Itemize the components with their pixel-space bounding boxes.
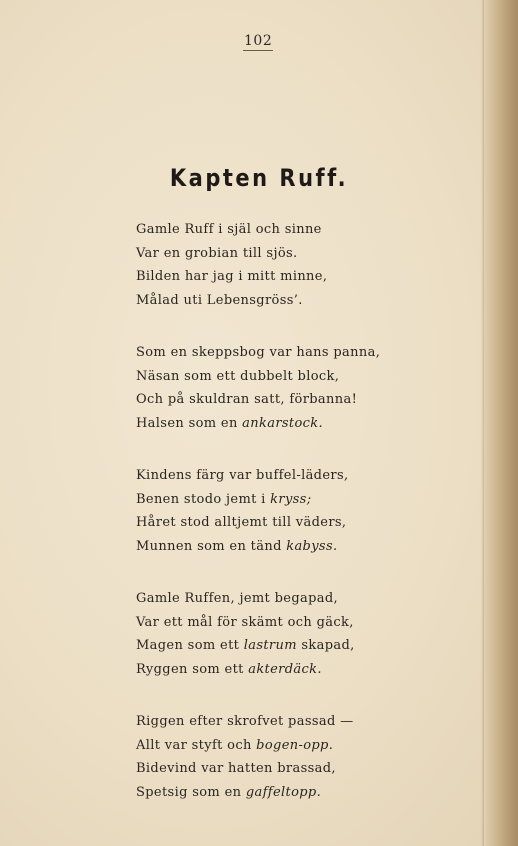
page-gutter	[484, 0, 518, 846]
italic-word: akterdäck.	[248, 661, 322, 677]
line-text: Ryggen som ett	[136, 661, 249, 677]
line-text: skapad,	[296, 638, 355, 653]
italic-word: kryss;	[270, 491, 312, 507]
poem-line	[136, 710, 436, 734]
poem-title-text: Kapten Ruff.	[169, 164, 349, 192]
line-text: Benen stodo jemt i	[136, 491, 271, 507]
poem-line	[136, 658, 436, 682]
stanza-3	[136, 464, 436, 558]
poem-line	[136, 781, 436, 805]
italic-word: kabyss.	[286, 538, 338, 554]
italic-word: ankarstock.	[242, 415, 323, 431]
line-text: Och på skuldran satt, förbanna!	[136, 392, 358, 407]
poem-line	[136, 634, 436, 658]
page-number: 102	[244, 33, 273, 49]
italic-word: bogen-opp.	[256, 737, 334, 753]
poem-line	[136, 587, 436, 611]
line-text: Magen som ett	[136, 638, 244, 653]
line-text: Kindens färg var buffel-läders,	[136, 468, 349, 483]
poem-line	[136, 412, 436, 436]
line-text: Var ett mål för skämt och gäck,	[136, 614, 354, 630]
italic-word: lastrum	[243, 638, 297, 653]
stanza-1	[136, 218, 436, 312]
poem-line	[136, 488, 436, 512]
poem-line	[136, 242, 436, 266]
line-text: Spetsig som en	[136, 784, 246, 800]
line-text: Håret stod alltjemt till väders,	[136, 515, 347, 530]
line-text: Allt var styft och	[136, 737, 257, 753]
line-text: Som en skeppsbog var hans panna,	[136, 345, 381, 360]
line-text: Näsan som ett dubbelt block,	[136, 368, 340, 384]
poem-line	[136, 535, 436, 559]
poem-line	[136, 218, 436, 242]
poem-line	[136, 341, 436, 365]
stanza-2	[136, 341, 436, 435]
line-text: Gamle Ruff i själ och sinne	[136, 222, 322, 237]
line-text: Halsen som en	[136, 415, 243, 431]
line-text: Gamle Ruffen, jemt begapad,	[136, 591, 339, 606]
line-text: Riggen efter skrofvet passad —	[136, 714, 354, 729]
line-text: Bidevind var hatten brassad,	[136, 761, 336, 776]
poem-line	[136, 265, 436, 289]
poem-body	[136, 218, 436, 804]
poem-line	[136, 611, 436, 635]
poem-line	[136, 511, 436, 535]
poem-line	[136, 365, 436, 389]
line-text: Målad uti Lebensgröss’.	[136, 292, 303, 308]
stanza-4	[136, 587, 436, 681]
poem-line	[136, 757, 436, 781]
poem-line	[136, 289, 436, 313]
poem-line	[136, 388, 436, 412]
italic-word: gaffeltopp.	[245, 784, 322, 800]
poem-line	[136, 734, 436, 758]
line-text: Bilden har jag i mitt minne,	[136, 269, 328, 284]
line-text: Var en grobian till sjös.	[136, 245, 298, 261]
line-text: Munnen som en tänd	[136, 538, 287, 554]
stanza-5	[136, 710, 436, 804]
poem-title	[0, 164, 518, 192]
poem-line	[136, 464, 436, 488]
